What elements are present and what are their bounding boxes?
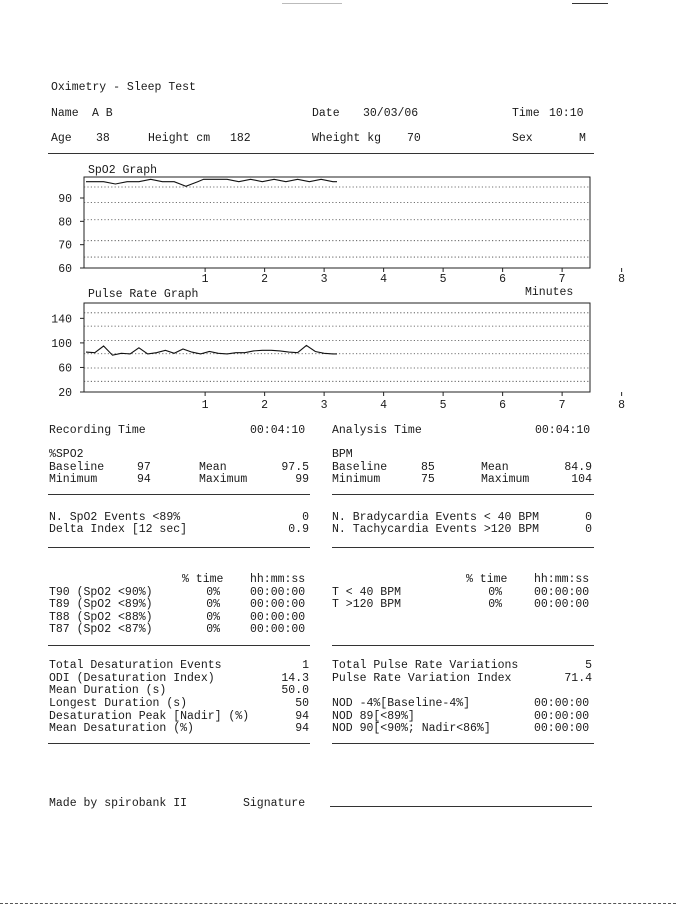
section-divider — [332, 645, 594, 646]
pulse-y-tick-label: 100 — [51, 337, 72, 351]
spo2-graph-frame — [84, 177, 590, 268]
desat-row-label: ODI (Desaturation Index) — [49, 672, 215, 685]
pulse-x-tick-label: 5 — [439, 399, 447, 412]
desat-row-label: Desaturation Peak [Nadir] (%) — [49, 710, 250, 723]
section-divider — [332, 494, 594, 495]
name-value: A B — [92, 107, 113, 120]
tachycardia-value: 0 — [585, 523, 592, 536]
delta-index-value: 0.9 — [288, 523, 309, 536]
bpm-maximum-label: Maximum — [481, 473, 530, 486]
nod-row-label: NOD 89[<89%] — [332, 710, 415, 723]
t-table-row-pct: 0% — [206, 623, 220, 636]
minutes-label: Minutes — [525, 286, 574, 299]
desat-row-value: 14.3 — [281, 672, 309, 685]
bpm-mean-value: 84.9 — [564, 461, 592, 474]
section-divider — [332, 547, 594, 548]
bpm-table-row-label: T < 40 BPM — [332, 586, 402, 599]
t-table-row-label: T90 (SpO2 <90%) — [49, 586, 153, 599]
weight-value: 70 — [407, 132, 421, 145]
t-table-row-hms: 00:00:00 — [250, 598, 306, 611]
spo2-mean-label: Mean — [199, 461, 227, 474]
name-label: Name — [51, 107, 79, 120]
signature-label: Signature — [243, 797, 306, 810]
age-label: Age — [51, 132, 72, 145]
signature-line[interactable] — [330, 806, 592, 807]
time-value: 10:10 — [549, 107, 584, 120]
pulse-x-tick-label: 4 — [380, 399, 388, 412]
pulse-x-tick-label: 8 — [618, 399, 626, 412]
pulse-y-tick-label: 140 — [51, 313, 72, 327]
spo2-maximum-label: Maximum — [199, 473, 248, 486]
spo2-y-tick-label: 60 — [58, 263, 72, 276]
desat-row-label: Mean Duration (s) — [49, 684, 167, 697]
spo2-x-tick-label: 3 — [320, 273, 328, 286]
pulse-x-tick-label: 6 — [499, 399, 507, 412]
spo2-y-tick-label: 80 — [58, 216, 72, 230]
nod-row-label: NOD -4%[Baseline-4%] — [332, 697, 471, 710]
spo2-events-label: N. SpO2 Events <89% — [49, 511, 181, 524]
pulse-var-index-label: Pulse Rate Variation Index — [332, 672, 512, 685]
spo2-x-tick-label: 8 — [618, 273, 626, 286]
spo2-minimum-label: Minimum — [49, 473, 98, 486]
bpm-mean-label: Mean — [481, 461, 509, 474]
spo2-mean-value: 97.5 — [281, 461, 309, 474]
bpm-table-row-hms: 00:00:00 — [534, 598, 590, 611]
t-table-row-label: T88 (SpO2 <88%) — [49, 611, 153, 624]
bpm-unit: BPM — [332, 448, 353, 461]
spo2-x-tick-label: 5 — [439, 273, 447, 286]
spo2-series-line — [86, 179, 337, 186]
nod-row-value: 00:00:00 — [534, 697, 590, 710]
t-table-row-hms: 00:00:00 — [250, 611, 306, 624]
t-table-row-pct: 0% — [206, 598, 220, 611]
analysis-time-label: Analysis Time — [332, 424, 422, 437]
nod-row-label: NOD 90[<90%; Nadir<86%] — [332, 722, 491, 735]
report-title: Oximetry - Sleep Test — [51, 81, 196, 94]
section-divider — [48, 743, 310, 744]
t-table-row-label: T87 (SpO2 <87%) — [49, 623, 153, 636]
bpm-table-hms-header: hh:mm:ss — [534, 573, 590, 586]
desat-row-label: Longest Duration (s) — [49, 697, 188, 710]
pulse-y-tick-label: 20 — [58, 387, 72, 400]
delta-index-label: Delta Index [12 sec] — [49, 523, 188, 536]
bpm-baseline-label: Baseline — [332, 461, 388, 474]
pulse-x-tick-label: 2 — [261, 399, 269, 412]
height-value: 182 — [230, 132, 251, 145]
section-divider — [48, 547, 310, 548]
pulse-y-tick-label: 60 — [58, 362, 72, 376]
desat-row-value: 1 — [302, 659, 309, 672]
spo2-x-tick-label: 2 — [261, 273, 269, 286]
spo2-minimum-value: 94 — [137, 473, 151, 486]
bpm-table-row-hms: 00:00:00 — [534, 586, 590, 599]
t-table-hms-header: hh:mm:ss — [250, 573, 306, 586]
section-divider — [332, 743, 594, 744]
date-label: Date — [312, 107, 340, 120]
desat-row-label: Total Desaturation Events — [49, 659, 222, 672]
nod-row-value: 00:00:00 — [534, 710, 590, 723]
desat-row-value: 50.0 — [281, 684, 309, 697]
spo2-x-tick-label: 6 — [499, 273, 507, 286]
bradycardia-label: N. Bradycardia Events < 40 BPM — [332, 511, 540, 524]
t-table-row-hms: 00:00:00 — [250, 623, 306, 636]
spo2-x-tick-label: 7 — [558, 273, 566, 286]
pulse-x-tick-label: 3 — [320, 399, 328, 412]
pulse-chart-title: Pulse Rate Graph — [88, 288, 199, 301]
recording-time-value: 00:04:10 — [250, 424, 306, 437]
pulse-x-tick-label: 7 — [558, 399, 566, 412]
desat-row-value: 94 — [295, 722, 309, 735]
made-by: Made by spirobank II — [49, 797, 188, 810]
spo2-events-value: 0 — [302, 511, 309, 524]
t-table-pct-header: % time — [182, 573, 224, 586]
t-table-row-label: T89 (SpO2 <89%) — [49, 598, 153, 611]
spo2-x-tick-label: 1 — [201, 273, 209, 286]
desat-row-value: 94 — [295, 710, 309, 723]
spo2-unit: %SPO2 — [49, 448, 84, 461]
weight-label: Wheight kg — [312, 132, 382, 145]
tachycardia-label: N. Tachycardia Events >120 BPM — [332, 523, 540, 536]
pulse-var-total-value: 5 — [585, 659, 592, 672]
scan-edge-line — [0, 903, 676, 904]
spo2-y-tick-label: 90 — [58, 193, 72, 206]
spo2-maximum-value: 99 — [295, 473, 309, 486]
charts-canvas — [0, 0, 676, 420]
sex-label: Sex — [512, 132, 533, 145]
bradycardia-value: 0 — [585, 511, 592, 524]
spo2-baseline-value: 97 — [137, 461, 151, 474]
age-value: 38 — [96, 132, 110, 145]
desat-row-label: Mean Desaturation (%) — [49, 722, 194, 735]
section-divider — [48, 645, 310, 646]
time-label: Time — [512, 107, 540, 120]
spo2-chart-title: SpO2 Graph — [88, 164, 158, 177]
bpm-minimum-value: 75 — [421, 473, 435, 486]
nod-row-value: 00:00:00 — [534, 722, 590, 735]
section-divider — [48, 494, 310, 495]
date-value: 30/03/06 — [363, 107, 419, 120]
spo2-baseline-label: Baseline — [49, 461, 105, 474]
t-table-row-hms: 00:00:00 — [250, 586, 306, 599]
desat-row-value: 50 — [295, 697, 309, 710]
bpm-baseline-value: 85 — [421, 461, 435, 474]
spo2-x-tick-label: 4 — [380, 273, 388, 286]
bpm-minimum-label: Minimum — [332, 473, 381, 486]
t-table-row-pct: 0% — [206, 586, 220, 599]
bpm-table-pct-header: % time — [466, 573, 508, 586]
pulse-rate-graph-frame — [84, 303, 590, 392]
bpm-table-row-pct: 0% — [488, 586, 502, 599]
analysis-time-value: 00:04:10 — [535, 424, 591, 437]
t-table-row-pct: 0% — [206, 611, 220, 624]
bpm-table-row-pct: 0% — [488, 598, 502, 611]
spo2-y-tick-label: 70 — [58, 239, 72, 253]
pulse-var-total-label: Total Pulse Rate Variations — [332, 659, 519, 672]
recording-time-label: Recording Time — [49, 424, 146, 437]
pulse-x-tick-label: 1 — [201, 399, 209, 412]
bpm-maximum-value: 104 — [571, 473, 592, 486]
height-label: Height cm — [148, 132, 211, 145]
bpm-table-row-label: T >120 BPM — [332, 598, 402, 611]
pulse-var-index-value: 71.4 — [564, 672, 592, 685]
sex-value: M — [579, 132, 586, 145]
